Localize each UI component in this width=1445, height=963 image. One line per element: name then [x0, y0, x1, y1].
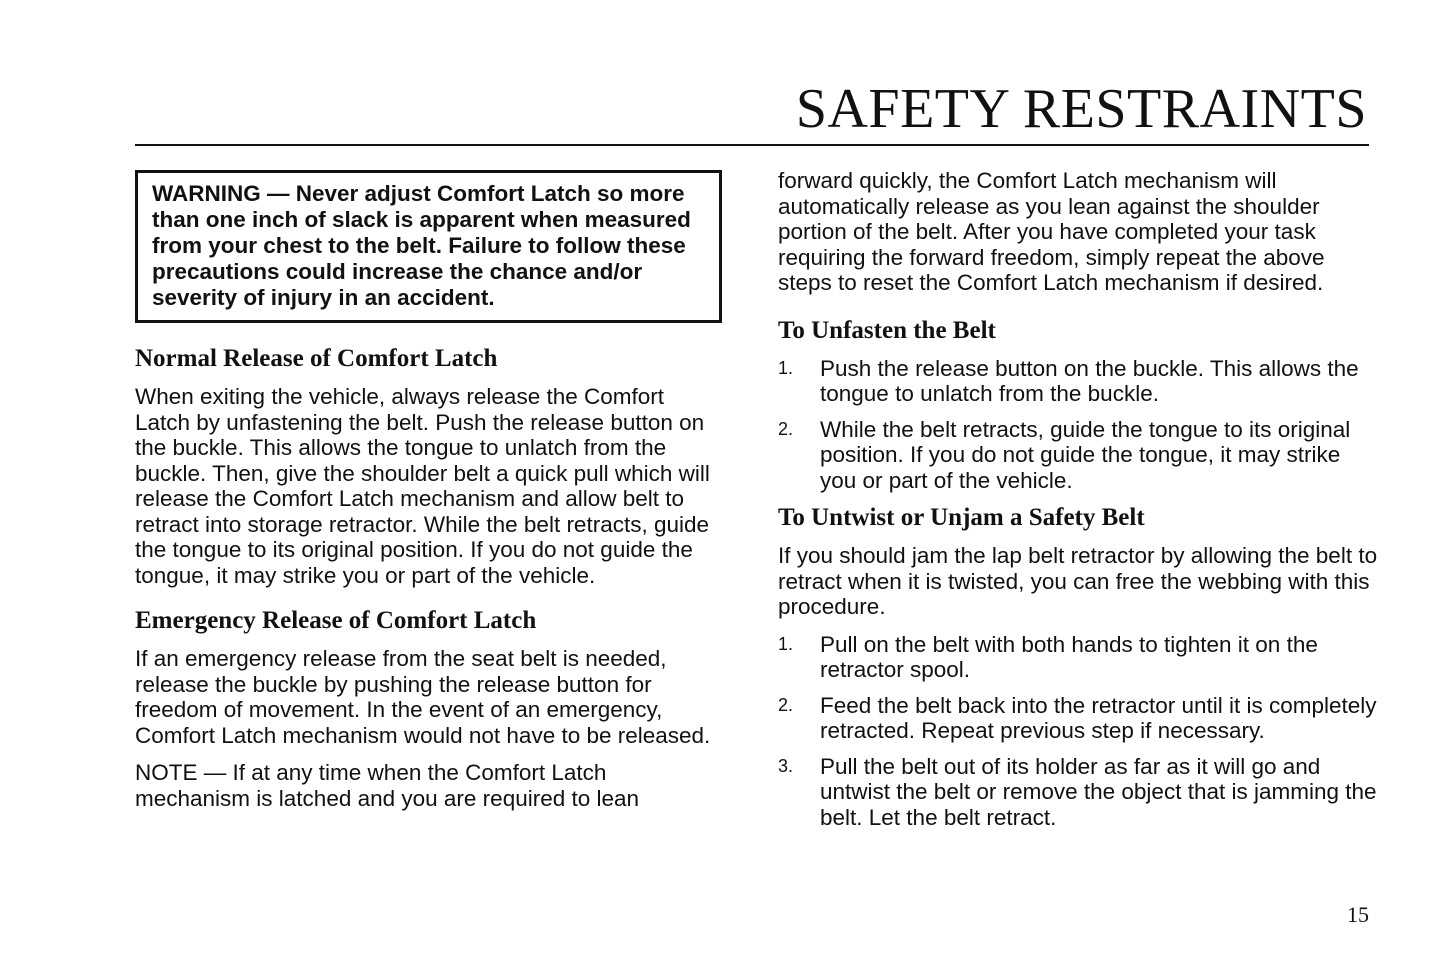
step-number: 1. — [778, 633, 794, 654]
untwist-intro: If you should jam the lap belt retractor by allowing the belt to retract when it is twisted, you can free the webbing with this procedure. — [778, 543, 1378, 619]
warning-box — [135, 170, 722, 323]
normal-release-heading: Normal Release of Comfort Latch — [135, 345, 498, 372]
step-number: 2. — [778, 694, 794, 715]
normal-release-text: When exiting the vehicle, always release the Comfort Latch by unfastening the belt. Push the release button on the buckle. This allows the tongue to unlatch from the buckle. Then, give the shoulder belt a quick pull which will release the Comfort Latch mechanism and allow belt to retract into storage retractor. While the belt retracts, guide the tongue to its original position. If you do not guide the tongue, it may strike you or part of the vehicle. — [135, 384, 710, 588]
step-number: 3. — [778, 755, 794, 776]
step-number: 1. — [778, 357, 794, 378]
section-title: SAFETY RESTRAINTS — [795, 78, 1367, 140]
list-item — [778, 417, 1378, 494]
continuation-text: forward quickly, the Comfort Latch mechanism will automatically release as you lean against the shoulder portion of the belt. After you have completed your task requiring the forward freedom, simply repeat the above steps to reset the Comfort Latch mechanism if desired. — [778, 168, 1325, 295]
list-item — [778, 754, 1378, 831]
step-number: 2. — [778, 418, 794, 439]
untwist-steps — [778, 632, 1378, 831]
step-text: Push the release button on the buckle. This allows the tongue to unlatch from the buckle. — [820, 355, 1359, 406]
step-text: Pull the belt out of its holder as far as it will go and untwist the belt or remove the object that is jamming the belt. Let the belt retract. — [820, 753, 1377, 830]
list-item — [778, 632, 1378, 683]
warning-text: WARNING — Never adjust Comfort Latch so more than one inch of slack is apparent when measured from your chest to the belt. Failure to follow these precautions could increase the chance and/or severity of injury in an accident. — [152, 181, 691, 310]
step-text: While the belt retracts, guide the tongue to its original position. If you do not guide the tongue, it may strike you or part of the vehicle. — [820, 416, 1351, 493]
unfasten-steps — [778, 356, 1378, 494]
unfasten-heading: To Unfasten the Belt — [778, 316, 996, 344]
left-column — [135, 170, 725, 811]
step-text: Pull on the belt with both hands to tighten it on the retractor spool. — [820, 631, 1318, 682]
emergency-release-heading: Emergency Release of Comfort Latch — [135, 607, 537, 634]
emergency-release-text: If an emergency release from the seat belt is needed, release the buckle by pushing the release button for freedom of movement. In the event of an emergency, Comfort Latch mechanism would not have to be released. — [135, 646, 711, 748]
list-item — [778, 356, 1378, 407]
untwist-heading: To Untwist or Unjam a Safety Belt — [778, 504, 1145, 531]
header-divider — [135, 144, 1369, 146]
step-text: Feed the belt back into the retractor until it is completely retracted. Repeat previous step if necessary. — [820, 692, 1377, 743]
list-item — [778, 693, 1378, 744]
right-column — [778, 168, 1378, 840]
note-text: NOTE — If at any time when the Comfort Latch mechanism is latched and you are required to lean — [135, 760, 640, 811]
page-number: 15 — [1347, 902, 1369, 927]
